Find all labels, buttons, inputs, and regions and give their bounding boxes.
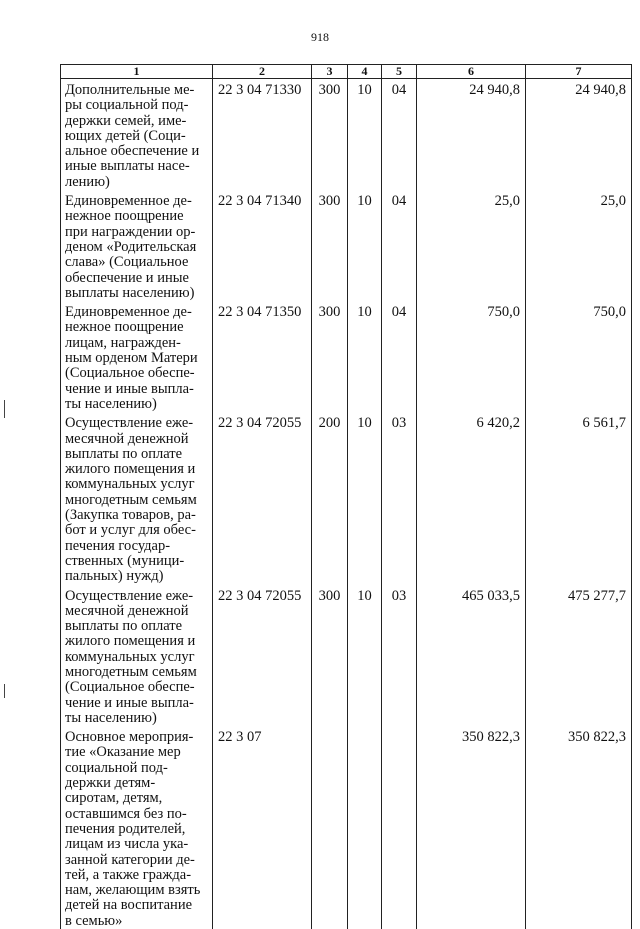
table-row — [61, 585, 632, 727]
item-name — [61, 190, 213, 301]
margin-mark — [4, 400, 5, 418]
subsection-code: 03 — [382, 585, 417, 727]
item-name-line: деном «Родительская — [65, 238, 197, 255]
expense-type-code — [312, 726, 348, 929]
item-name — [61, 585, 213, 727]
amount-year-2: 24 940,8 — [526, 79, 632, 191]
item-name — [61, 726, 213, 929]
expense-type-code: 300 — [312, 585, 348, 727]
item-name-line: иные выплаты насе- — [65, 158, 190, 175]
column-header-1: 1 — [61, 65, 213, 79]
expense-type-code: 300 — [312, 79, 348, 191]
table-row — [61, 412, 632, 584]
item-name-line: ственных (муници- — [65, 552, 185, 569]
column-header-3: 3 — [312, 65, 348, 79]
table-row — [61, 726, 632, 929]
item-name-line: в семью» — [65, 912, 123, 929]
budget-code: 22 3 07 — [213, 726, 312, 929]
amount-year-2: 6 561,7 — [526, 412, 632, 584]
item-name — [61, 301, 213, 412]
page-number: 918 — [311, 30, 329, 44]
header-row — [61, 65, 632, 79]
item-name-line: месячной денежной — [65, 430, 189, 447]
budget-code: 22 3 04 72055 — [213, 585, 312, 727]
item-name-line: ты населению) — [65, 709, 157, 726]
column-header-5: 5 — [382, 65, 417, 79]
item-name-line: печения родителей, — [65, 820, 186, 837]
item-name-line: коммунальных услуг — [65, 476, 195, 493]
item-name-line: Осуществление еже- — [65, 415, 194, 432]
section-code: 10 — [348, 585, 382, 727]
section-code: 10 — [348, 79, 382, 191]
item-name-line: слава» (Социальное — [65, 254, 189, 271]
item-name-line: (Социальное обеспе- — [65, 365, 195, 382]
column-header-2: 2 — [213, 65, 312, 79]
item-name-line: выплаты по оплате — [65, 445, 183, 462]
item-name-line: детей на воспитание — [65, 897, 193, 914]
item-name-line: (Закупка товаров, ра- — [65, 507, 196, 524]
subsection-code — [382, 726, 417, 929]
item-name-line: Дополнительные ме- — [65, 82, 195, 98]
item-name-line: чение и иные выпла- — [65, 380, 194, 397]
item-name-line: ры социальной под- — [65, 97, 189, 114]
margin-mark — [4, 684, 5, 698]
item-name-line: альное обеспечение и — [65, 143, 200, 160]
item-name-line: лицам, награжден- — [65, 334, 181, 351]
section-code — [348, 726, 382, 929]
budget-code: 22 3 04 72055 — [213, 412, 312, 584]
item-name-line: обеспечение и иные — [65, 269, 189, 286]
amount-year-2: 475 277,7 — [526, 585, 632, 727]
item-name-line: нежное поощрение — [65, 319, 184, 336]
item-name-line: лению) — [65, 173, 110, 190]
item-name-line: (Социальное обеспе- — [65, 679, 195, 696]
amount-year-2: 750,0 — [526, 301, 632, 412]
item-name-line: жилого помещения и — [65, 633, 196, 650]
item-name-line: социальной под- — [65, 759, 168, 776]
amount-year-1: 24 940,8 — [417, 79, 526, 191]
item-name-line: многодетным семьям — [65, 491, 197, 508]
amount-year-2: 350 822,3 — [526, 726, 632, 929]
section-code: 10 — [348, 301, 382, 412]
item-name-line: Единовременное де- — [65, 304, 192, 321]
amount-year-1: 350 822,3 — [417, 726, 526, 929]
item-name-line: оставшимся без по- — [65, 805, 187, 822]
column-header-6: 6 — [417, 65, 526, 79]
item-name-line: тей, а также гражда- — [65, 866, 192, 883]
item-name-line: при награждении ор- — [65, 223, 196, 240]
amount-year-2: 25,0 — [526, 190, 632, 301]
item-name-line: выплаты населению) — [65, 284, 195, 301]
item-name-line: лицам из числа ука- — [65, 836, 189, 853]
expense-type-code: 300 — [312, 301, 348, 412]
table-row — [61, 301, 632, 412]
item-name-line: месячной денежной — [65, 602, 189, 619]
table-row — [61, 190, 632, 301]
item-name-line: выплаты по оплате — [65, 618, 183, 635]
item-name-line: тие «Оказание мер — [65, 744, 181, 761]
budget-code: 22 3 04 71340 — [213, 190, 312, 301]
item-name-line: пальных) нужд) — [65, 568, 164, 585]
item-name-line: нежное поощрение — [65, 208, 184, 225]
item-name-line: жилого помещения и — [65, 461, 196, 478]
item-name-line: коммунальных услуг — [65, 648, 195, 665]
item-name-line: Единовременное де- — [65, 193, 192, 210]
item-name-line: печения государ- — [65, 537, 171, 554]
item-name-line: Основное мероприя- — [65, 729, 194, 746]
section-code: 10 — [348, 412, 382, 584]
subsection-code: 04 — [382, 301, 417, 412]
amount-year-1: 465 033,5 — [417, 585, 526, 727]
amount-year-1: 750,0 — [417, 301, 526, 412]
item-name-line: занной категории де- — [65, 851, 195, 868]
item-name-line: держки семей, име- — [65, 112, 187, 129]
item-name-line: ты населению) — [65, 395, 157, 412]
expense-type-code: 200 — [312, 412, 348, 584]
expense-type-code: 300 — [312, 190, 348, 301]
amount-year-1: 25,0 — [417, 190, 526, 301]
section-code: 10 — [348, 190, 382, 301]
item-name-line: бот и услуг для обес- — [65, 522, 196, 539]
item-name-line: Осуществление еже- — [65, 587, 194, 604]
item-name-line: ющих детей (Соци- — [65, 127, 186, 144]
item-name — [61, 412, 213, 584]
column-header-4: 4 — [348, 65, 382, 79]
item-name-line: многодетным семьям — [65, 663, 197, 680]
column-header-7: 7 — [526, 65, 632, 79]
item-name — [61, 79, 213, 191]
item-name-line: нам, желающим взять — [65, 882, 201, 899]
budget-code: 22 3 04 71330 — [213, 79, 312, 191]
subsection-code: 04 — [382, 190, 417, 301]
item-name-line: чение и иные выпла- — [65, 694, 194, 711]
subsection-code: 03 — [382, 412, 417, 584]
item-name-line: держки детям- — [65, 775, 156, 792]
budget-table — [60, 64, 632, 929]
budget-table-area — [60, 64, 631, 929]
item-name-line: сиротам, детям, — [65, 790, 163, 807]
item-name-line: ным орденом Матери — [65, 350, 198, 367]
subsection-code: 04 — [382, 79, 417, 191]
amount-year-1: 6 420,2 — [417, 412, 526, 584]
budget-code: 22 3 04 71350 — [213, 301, 312, 412]
table-row — [61, 79, 632, 191]
